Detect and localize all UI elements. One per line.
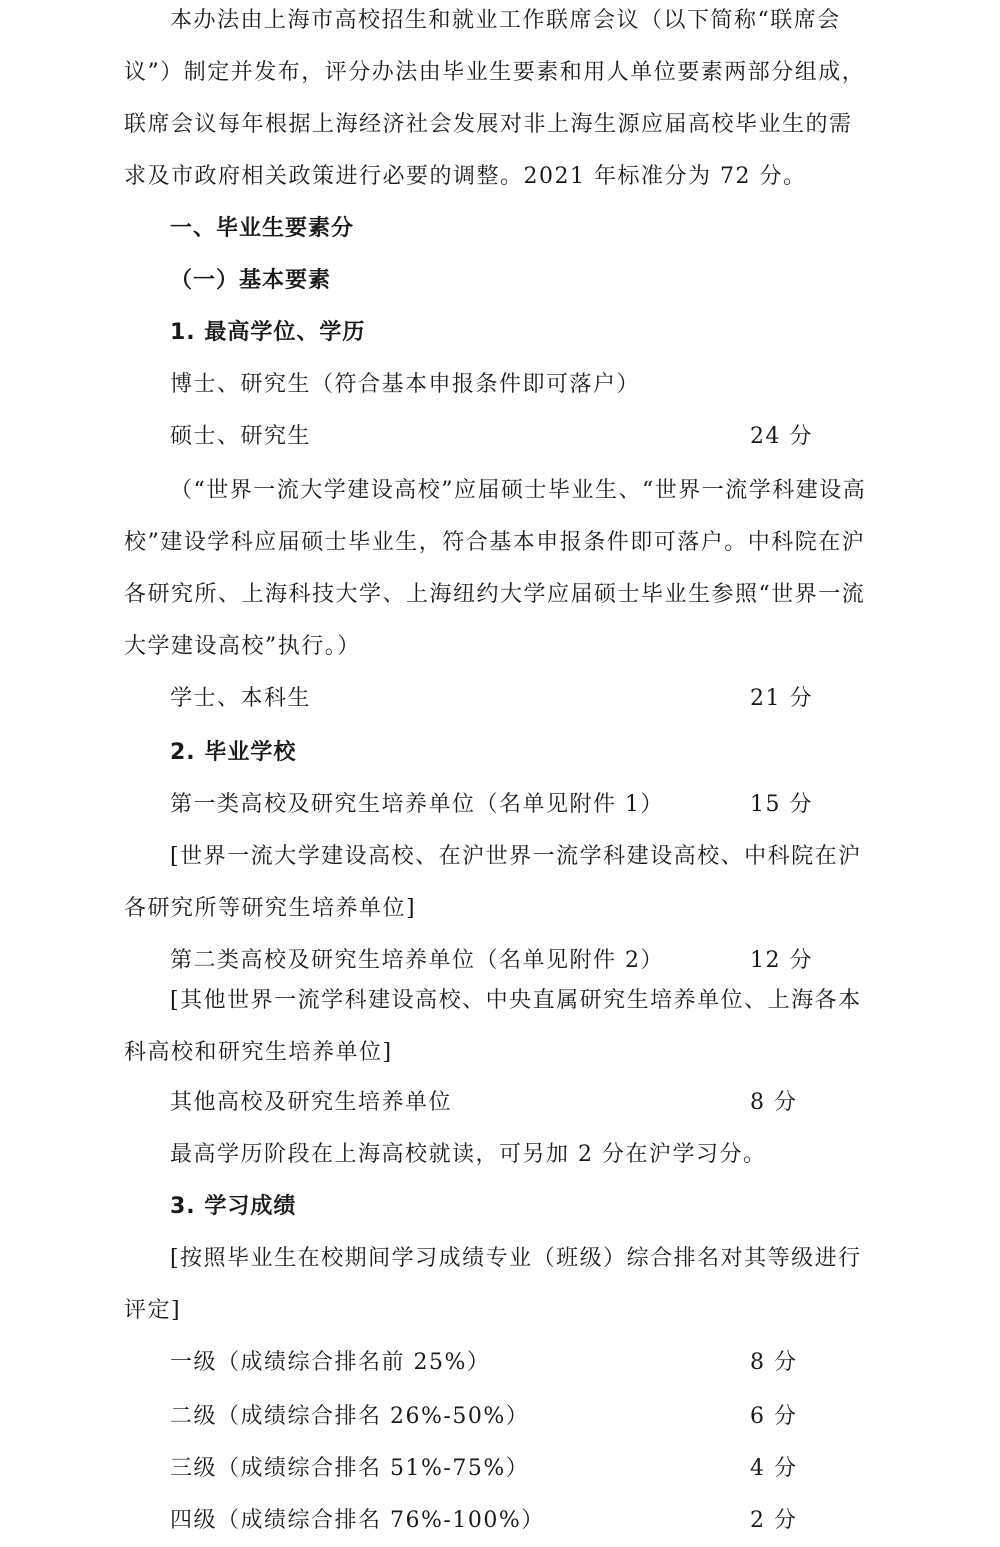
grade-level-1-score: 8 分: [750, 1350, 798, 1375]
school-heading: 2. 毕业学校: [170, 740, 297, 765]
school-cat2: 第二类高校及研究生培养单位（名单见附件 2）: [170, 948, 664, 973]
degree-bachelor: 学士、本科生: [170, 686, 312, 711]
school-cat1-note-line-2: 各研究所等研究生培养单位]: [124, 896, 417, 921]
school-other-score: 8 分: [750, 1090, 798, 1115]
degree-heading: 1. 最高学位、学历: [170, 320, 366, 345]
intro-line-2: 议”）制定并发布，评分办法由毕业生要素和用人单位要素两部分组成，: [124, 60, 866, 85]
grades-heading: 3. 学习成绩: [170, 1194, 297, 1219]
grade-level-3-score: 4 分: [750, 1456, 798, 1481]
degree-phd: 博士、研究生（符合基本申报条件即可落户）: [170, 372, 641, 397]
grade-level-4: 四级（成绩综合排名 76%-100%）: [170, 1508, 545, 1533]
school-cat1: 第一类高校及研究生培养单位（名单见附件 1）: [170, 792, 664, 817]
subsection-heading: （一）基本要素: [170, 268, 332, 293]
school-cat2-note-line-1: [其他世界一流学科建设高校、中央直属研究生培养单位、上海各本: [170, 988, 862, 1013]
school-cat2-note-line-2: 科高校和研究生培养单位]: [124, 1040, 393, 1065]
degree-master-score: 24 分: [750, 424, 813, 449]
section-heading: 一、毕业生要素分: [170, 216, 355, 241]
grade-level-2-score: 6 分: [750, 1404, 798, 1429]
degree-note-line-3: 各研究所、上海科技大学、上海纽约大学应届硕士毕业生参照“世界一流: [124, 582, 866, 607]
degree-note-line-4: 大学建设高校”执行。）: [124, 634, 361, 659]
intro-line-1: 本办法由上海市高校招生和就业工作联席会议（以下简称“联席会: [170, 8, 841, 33]
grade-level-2: 二级（成绩综合排名 26%-50%）: [170, 1404, 530, 1429]
grades-note-line-2: 评定]: [124, 1298, 182, 1323]
intro-line-4: 求及市政府相关政策进行必要的调整。2021 年标准分为 72 分。: [124, 164, 807, 189]
school-bonus: 最高学历阶段在上海高校就读，可另加 2 分在沪学习分。: [170, 1142, 767, 1167]
grade-level-3: 三级（成绩综合排名 51%-75%）: [170, 1456, 530, 1481]
school-cat1-score: 15 分: [750, 792, 813, 817]
degree-bachelor-score: 21 分: [750, 686, 813, 711]
school-cat1-note-line-1: [世界一流大学建设高校、在沪世界一流学科建设高校、中科院在沪: [170, 844, 862, 869]
school-other: 其他高校及研究生培养单位: [170, 1090, 453, 1115]
degree-master: 硕士、研究生: [170, 424, 312, 449]
grades-note-line-1: [按照毕业生在校期间学习成绩专业（班级）综合排名对其等级进行: [170, 1246, 862, 1271]
grade-level-4-score: 2 分: [750, 1508, 798, 1533]
degree-note-line-2: 校”建设学科应届硕士毕业生，符合基本申报条件即可落户。中科院在沪: [124, 530, 866, 555]
grade-level-1: 一级（成绩综合排名前 25%）: [170, 1350, 491, 1375]
degree-note-line-1: （“世界一流大学建设高校”应届硕士毕业生、“世界一流学科建设高: [170, 478, 867, 503]
school-cat2-score: 12 分: [750, 948, 813, 973]
intro-line-3: 联席会议每年根据上海经济社会发展对非上海生源应届高校毕业生的需: [124, 112, 853, 137]
